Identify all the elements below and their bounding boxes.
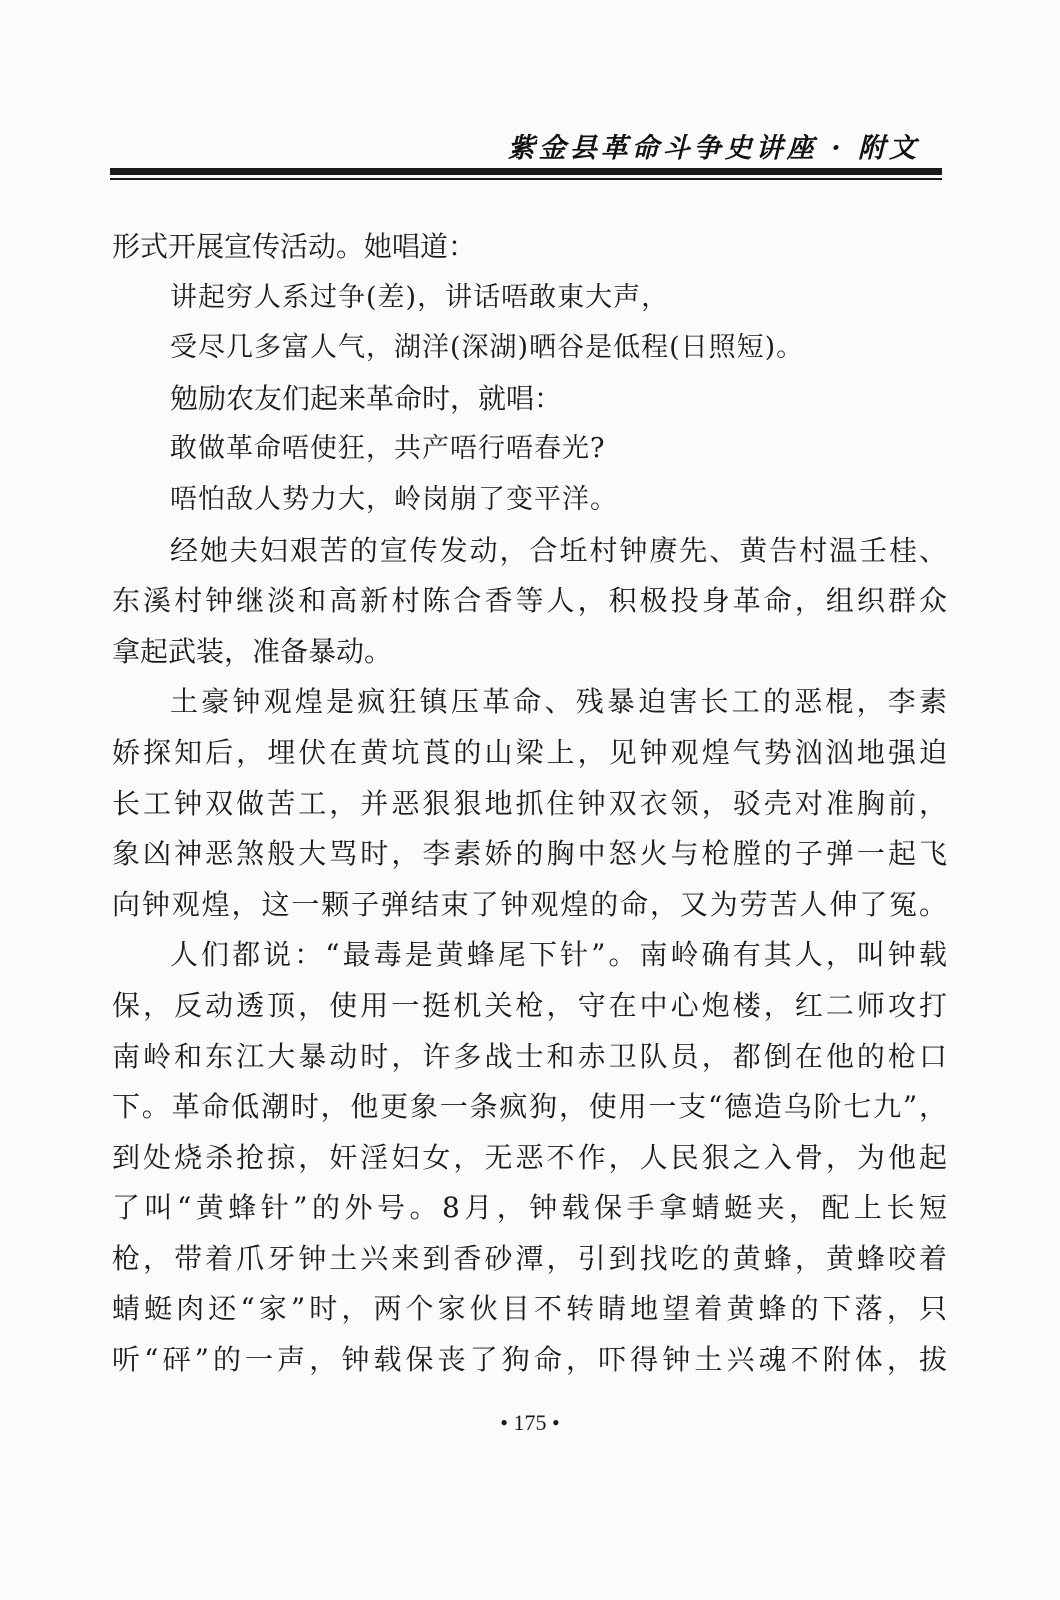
- paragraph-line: 听“砰”的一声，钟载保丧了狗命，吓得钟土兴魂不附体，拔: [112, 1343, 947, 1377]
- header-rule-thin: [110, 178, 942, 180]
- text-line: 勉励农友们起来革命时，就唱：: [170, 381, 563, 415]
- paragraph-line: 枪，带着爪牙钟土兴来到香砂潭，引到找吃的黄蜂，黄蜂咬着: [112, 1241, 947, 1275]
- paragraph-line: 向钟观煌，这一颗子弹结束了钟观煌的命，又为劳苦人伸了冤。: [112, 887, 947, 921]
- paragraph-line: 下。革命低潮时，他更象一条疯狗，使用一支“德造乌阶七九”，: [112, 1090, 947, 1124]
- paragraph-line: 象凶神恶煞般大骂时，李素娇的胸中怒火与枪膛的子弹一起飞: [112, 837, 947, 871]
- page-number: • 175 •: [500, 1410, 560, 1435]
- header-rule: [110, 168, 942, 175]
- paragraph-line: 长工钟双做苦工，并恶狠狠地抓住钟双衣领，驳壳对准胸前，: [112, 786, 947, 820]
- paragraph-line: 保，反动透顶，使用一挺机关枪，守在中心炮楼，红二师攻打: [112, 988, 947, 1022]
- paragraph-line: 蜻蜓肉还“家”时，两个家伙目不转睛地望着黄蜂的下落，只: [112, 1292, 947, 1326]
- paragraph-line: 了叫“黄蜂针”的外号。8月，钟载保手拿蜻蜓夹，配上长短: [112, 1191, 947, 1225]
- paragraph-line: 东溪村钟继淡和高新村陈合香等人，积极投身革命，组织群众: [112, 584, 947, 618]
- paragraph-line: 娇探知后，埋伏在黄坑莨的山梁上，见钟观煌气势汹汹地强迫: [112, 735, 947, 769]
- paragraph-line: 人们都说：“最毒是黄蜂尾下针”。南岭确有其人，叫钟载: [170, 938, 947, 972]
- running-header: 紫金县革命斗争史讲座 · 附文: [507, 133, 920, 164]
- paragraph-line: 到处烧杀抢掠，奸淫妇女，无恶不作，人民狠之入骨，为他起: [112, 1140, 947, 1174]
- paragraph-line: 拿起武装，准备暴动。: [112, 634, 393, 668]
- body-text: [112, 222, 947, 1386]
- text-line: 形式开展宣传活动。她唱道：: [112, 230, 477, 263]
- paragraph-line: 土豪钟观煌是疯狂镇压革命、残暴迫害长工的恶棍，李素: [170, 685, 947, 719]
- song-line: 敢做革命唔使狂，共产唔行唔春光?: [170, 433, 606, 465]
- paragraph-line: 经她夫妇艰苦的宣传发动，合坵村钟赓先、黄告村温壬桂、: [170, 533, 947, 567]
- song-line: 讲起穷人系过争(差)，讲话唔敢東大声，: [170, 281, 670, 313]
- song-line: 受尽几多富人气，湖洋(深湖)晒谷是低程(日照短)。: [170, 332, 805, 364]
- paragraph-line: 南岭和东江大暴动时，许多战士和赤卫队员，都倒在他的枪口: [112, 1039, 947, 1073]
- song-line: 唔怕敌人势力大，岭岗崩了变平洋。: [170, 483, 618, 515]
